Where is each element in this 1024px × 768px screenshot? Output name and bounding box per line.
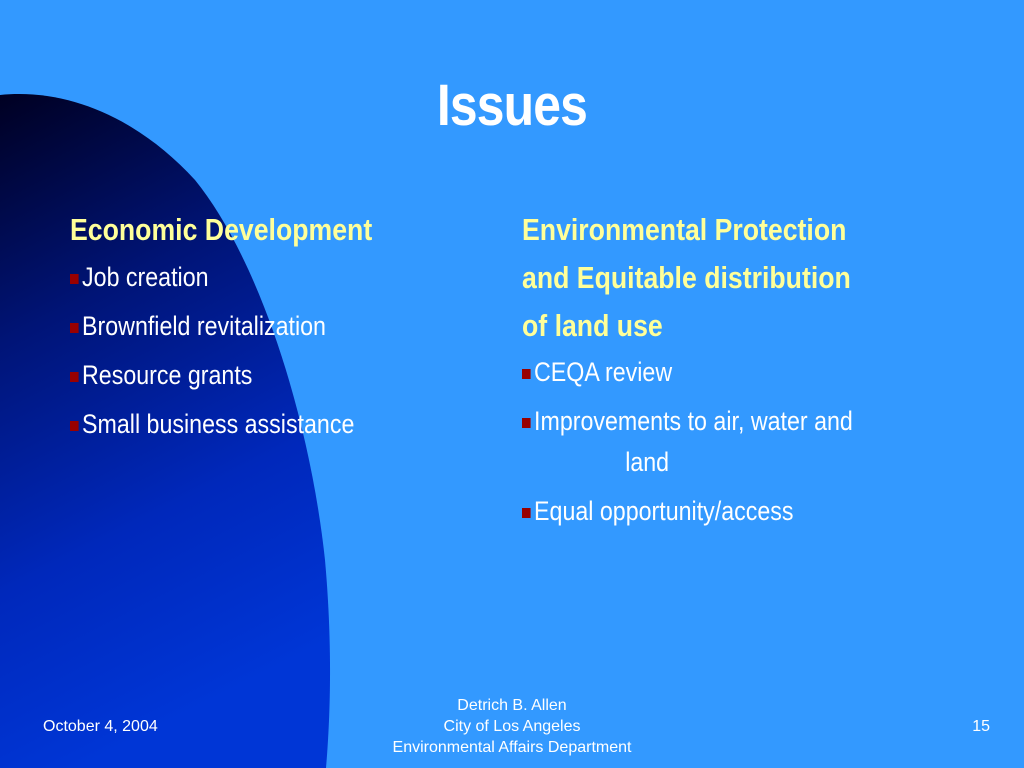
list-item-text: Resource grants bbox=[82, 360, 253, 390]
list-item bbox=[522, 352, 926, 393]
footer-date: October 4, 2004 bbox=[43, 718, 158, 735]
right-column-heading-line: Environmental Protection bbox=[522, 212, 847, 247]
footer-presenter-dept: Environmental Affairs Department bbox=[392, 739, 632, 756]
square-bullet-icon bbox=[70, 372, 79, 382]
square-bullet-icon bbox=[522, 369, 531, 379]
list-item-text: Improvements to air, water and bbox=[534, 406, 853, 436]
list-item-text: Small business assistance bbox=[82, 409, 355, 439]
square-bullet-icon bbox=[70, 323, 79, 333]
list-item-text: CEQA review bbox=[534, 357, 673, 387]
list-item bbox=[70, 257, 431, 298]
right-column-heading-line: and Equitable distribution bbox=[522, 260, 851, 295]
left-column bbox=[70, 206, 490, 445]
list-item-text: Brownfield revitalization bbox=[82, 311, 326, 341]
right-column bbox=[522, 206, 992, 532]
list-item bbox=[70, 306, 431, 347]
left-column-heading: Economic Development bbox=[70, 212, 373, 247]
square-bullet-icon bbox=[522, 418, 531, 428]
list-item-continuation: land bbox=[625, 447, 670, 477]
footer-presenter-org: City of Los Angeles bbox=[443, 718, 581, 735]
right-column-list bbox=[522, 352, 992, 532]
list-item bbox=[522, 401, 926, 442]
list-item bbox=[522, 491, 926, 532]
list-item bbox=[70, 404, 431, 445]
left-column-list bbox=[70, 257, 490, 445]
square-bullet-icon bbox=[522, 508, 531, 518]
list-item bbox=[70, 355, 431, 396]
footer-presenter bbox=[312, 695, 712, 758]
square-bullet-icon bbox=[70, 274, 79, 284]
slide-title: Issues bbox=[436, 73, 588, 138]
square-bullet-icon bbox=[70, 421, 79, 431]
footer-page-number: 15 bbox=[972, 718, 990, 735]
footer-presenter-name: Detrich B. Allen bbox=[457, 697, 567, 714]
list-item-text: Equal opportunity/access bbox=[534, 496, 794, 526]
list-item-text: Job creation bbox=[82, 262, 209, 292]
right-column-heading-line: of land use bbox=[522, 308, 663, 343]
